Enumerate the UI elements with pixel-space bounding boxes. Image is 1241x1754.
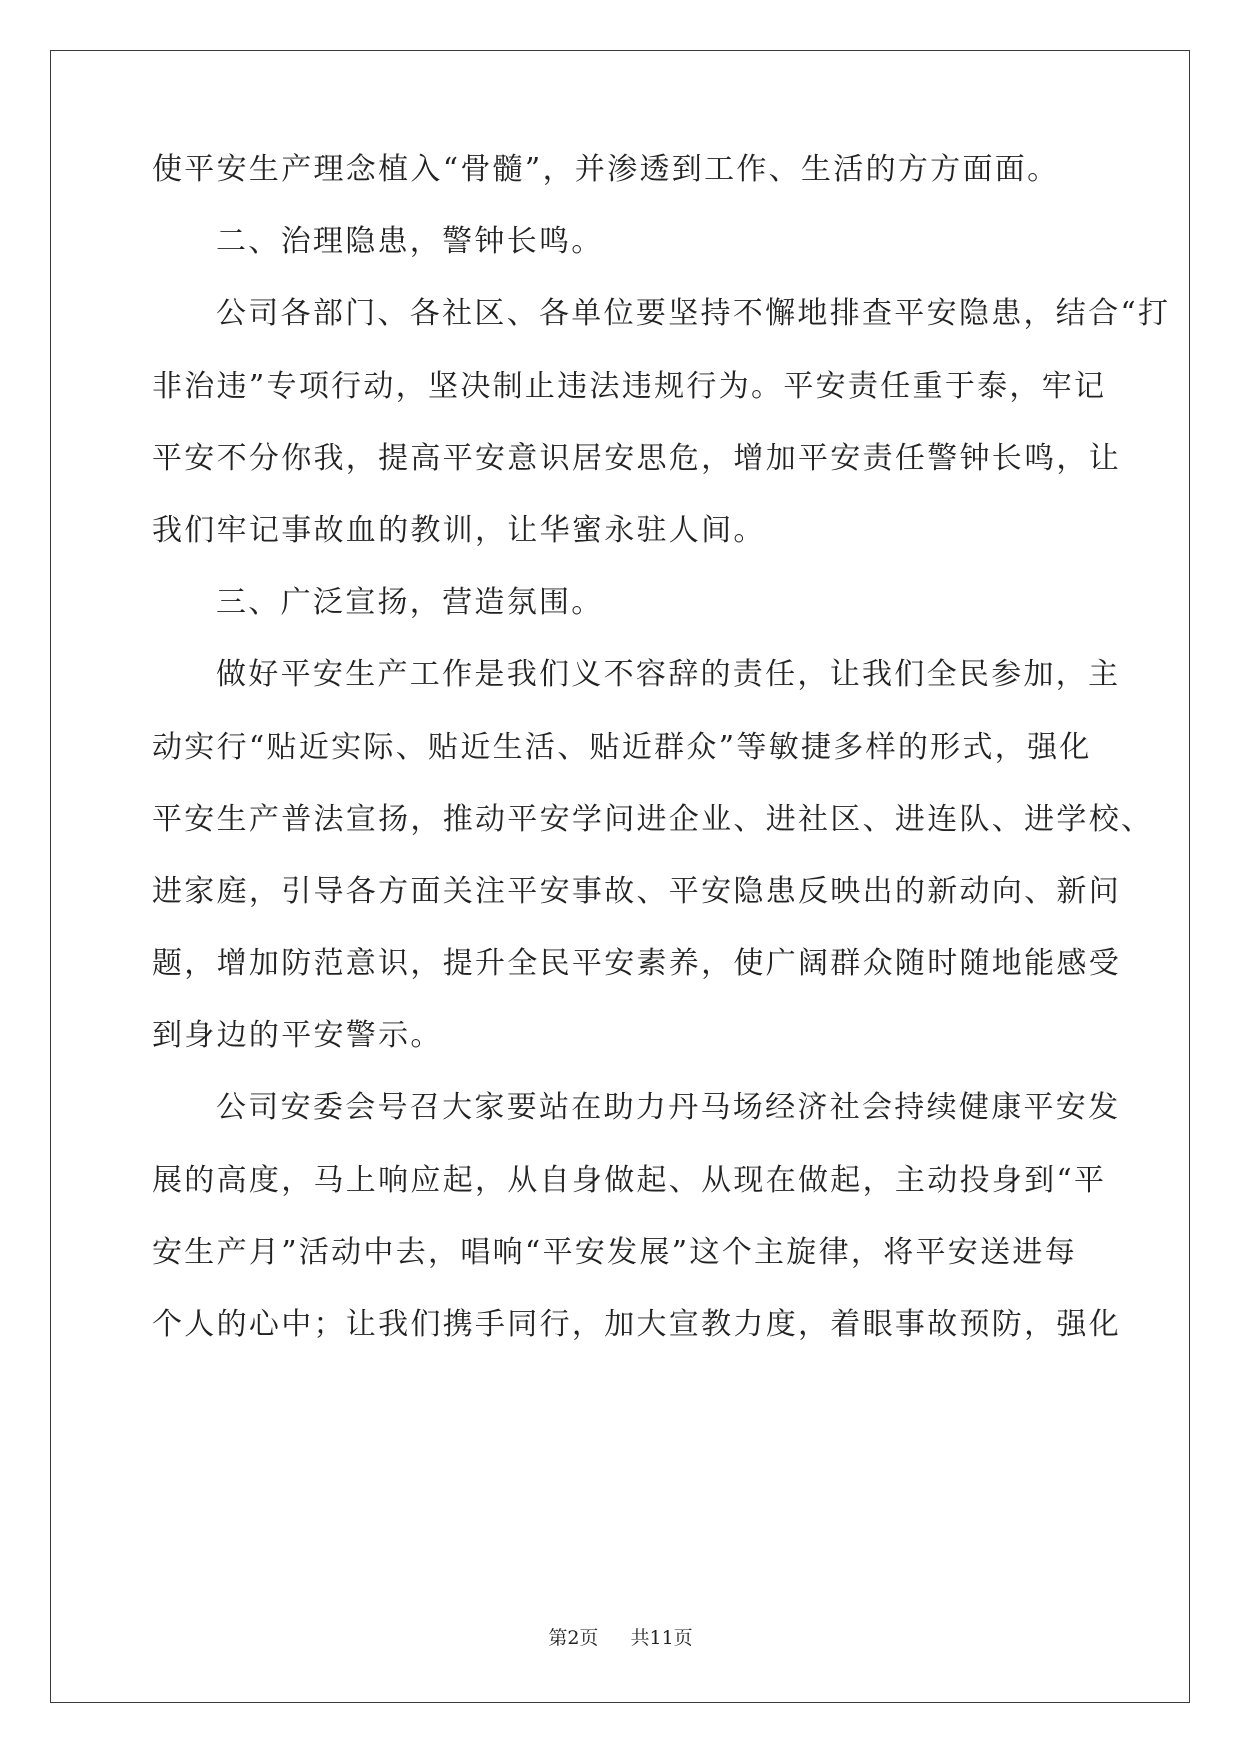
- text-line: 展的高度，马上响应起，从自身做起、从现在做起，主动投身到“平: [152, 1163, 1107, 1198]
- text-line: 进家庭，引导各方面关注平安事故、平安隐患反映出的新动向、新问: [152, 874, 1121, 909]
- text-line: 个人的心中；让我们携手同行，加大宣教力度，着眼事故预防，强化: [152, 1307, 1121, 1342]
- text-line: 公司各部门、各社区、各单位要坚持不懈地排查平安隐患，结合“打: [216, 296, 1171, 331]
- page-number-current: 第2页: [548, 1627, 599, 1649]
- text-line: 公司安委会号召大家要站在助力丹马场经济社会持续健康平安发: [216, 1090, 1121, 1125]
- text-line: 平安生产普法宣扬，推动平安学问进企业、进社区、进连队、进学校、: [152, 802, 1154, 837]
- text-line: 到身边的平安警示。: [152, 1018, 443, 1053]
- section-heading: 二、治理隐患，警钟长鸣。: [216, 224, 604, 259]
- text-line: 我们牢记事故血的教训，让华蜜永驻人间。: [152, 513, 766, 548]
- page-number-total: 共11页: [630, 1627, 693, 1649]
- text-line: 使平安生产理念植入“骨髓”，并渗透到工作、生活的方方面面。: [152, 152, 1060, 187]
- text-line: 安生产月”活动中去，唱响“平安发展”这个主旋律，将平安送进每: [152, 1235, 1078, 1270]
- text-line: 题，增加防范意识，提升全民平安素养，使广阔群众随时随地能感受: [152, 946, 1121, 981]
- text-line: 非治违”专项行动，坚决制止违法违规行为。平安责任重于泰，牢记: [152, 369, 1107, 404]
- text-line: 做好平安生产工作是我们义不容辞的责任，让我们全民参加，主: [216, 657, 1121, 692]
- text-line: 动实行“贴近实际、贴近生活、贴近群众”等敏捷多样的形式，强化: [152, 730, 1092, 765]
- section-heading: 三、广泛宣扬，营造氛围。: [216, 585, 604, 620]
- page-footer: [0, 1626, 1241, 1650]
- text-line: 平安不分你我，提高平安意识居安思危，增加平安责任警钟长鸣，让: [152, 441, 1121, 476]
